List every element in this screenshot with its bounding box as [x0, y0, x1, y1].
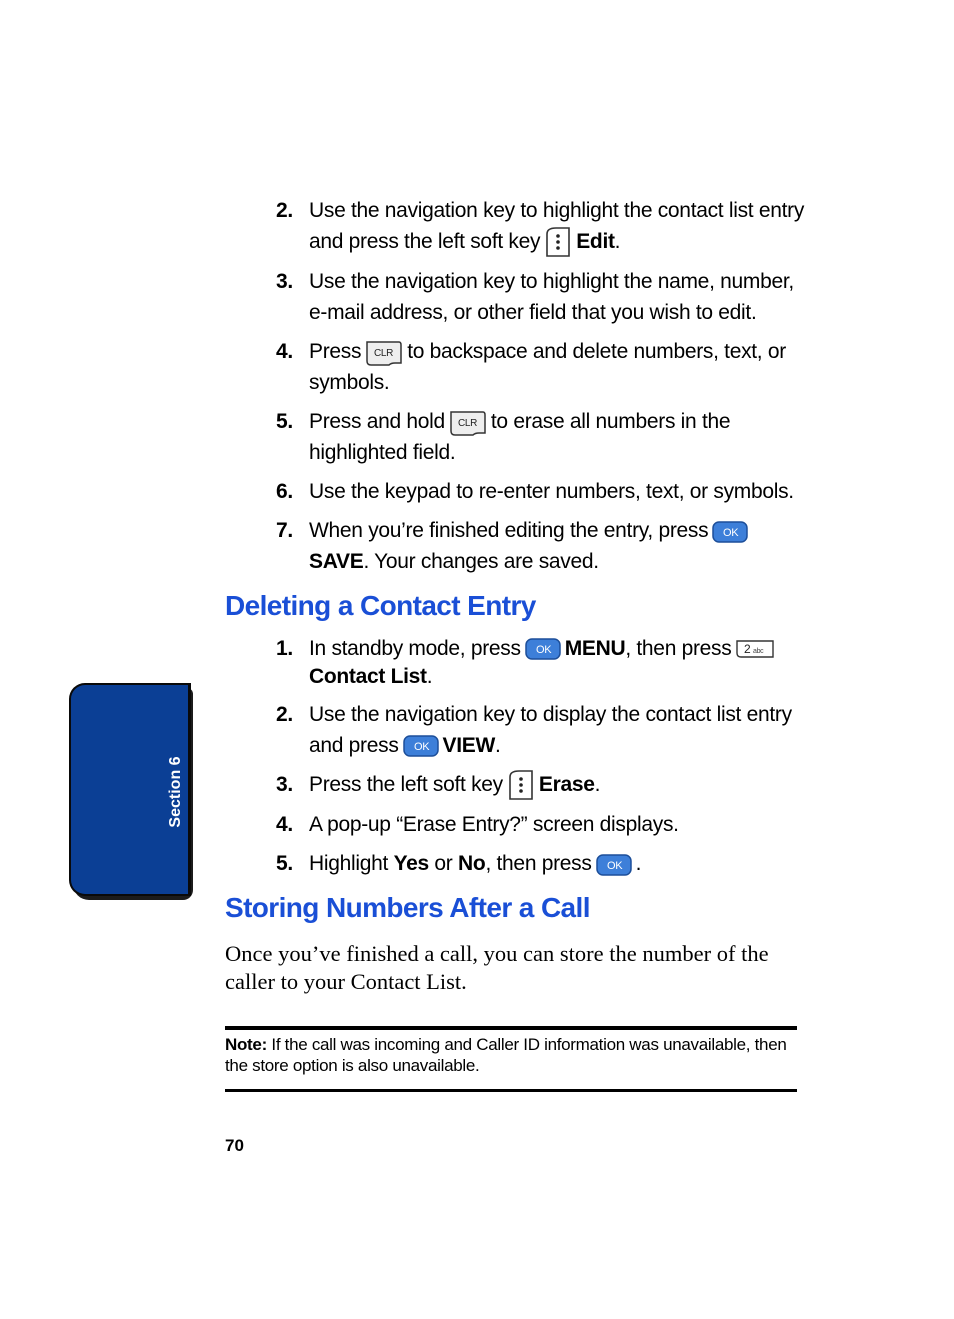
- step-text-end: . Your changes are saved.: [363, 550, 599, 574]
- ok-key-icon: [596, 854, 632, 876]
- step-text-end: to backspace and delete numbers, text, or symbols.: [309, 340, 786, 395]
- note-text: If the call was incoming and Caller ID information was unavailable, then the store option is also unavailable.: [225, 1035, 787, 1075]
- step-text-mid: , then press: [625, 637, 732, 660]
- step-text: Press the left soft key: [309, 773, 503, 796]
- step-text: Use the navigation key to highlight the name, number, e-mail address, or other field that you wish to edit.: [309, 270, 794, 325]
- list-item: [276, 195, 806, 258]
- step-text: Use the keypad to re-enter numbers, text, or symbols.: [309, 480, 794, 504]
- list-item: [276, 635, 806, 691]
- step-number: 5.: [276, 852, 293, 876]
- svg-text:OK: OK: [606, 859, 622, 872]
- list-item: [276, 769, 806, 801]
- erase-label: Erase: [538, 773, 595, 796]
- step-text: When you’re finished editing the entry, press: [309, 519, 709, 543]
- step-text: Press and hold: [309, 410, 445, 434]
- list-item: [276, 848, 806, 879]
- step-number: 2.: [276, 703, 293, 726]
- heading-store: Storing Numbers After a Call: [225, 892, 590, 923]
- menu-label: MENU: [564, 637, 626, 660]
- edit-label: Edit: [576, 230, 615, 253]
- clr-key-icon: [365, 339, 403, 367]
- delete-steps-list: [276, 635, 806, 887]
- edit-steps-list: [276, 195, 806, 585]
- step-number: 6.: [276, 480, 293, 504]
- left-soft-key-icon: [544, 226, 572, 258]
- svg-text:OK: OK: [723, 526, 739, 539]
- step-text-end: .: [635, 852, 642, 876]
- save-label: SAVE: [309, 550, 364, 574]
- list-item: [276, 266, 806, 328]
- page-number: 70: [225, 1136, 244, 1155]
- step-text-end: to erase all numbers in the highlighted field.: [309, 410, 731, 465]
- step-text-or: or: [434, 852, 453, 876]
- yes-label: Yes: [393, 852, 429, 876]
- step-number: 2.: [276, 199, 293, 222]
- step-text: In standby mode, press: [309, 637, 521, 660]
- left-soft-key-icon: [507, 769, 535, 801]
- step-text-end: .: [614, 230, 621, 253]
- svg-text:CLR: CLR: [374, 347, 394, 359]
- list-item: [276, 336, 806, 398]
- list-item: [276, 699, 806, 761]
- note-box: [225, 1026, 797, 1092]
- svg-text:OK: OK: [413, 741, 429, 754]
- step-text-end: .: [495, 734, 501, 757]
- contact-list-label: Contact List: [309, 665, 427, 688]
- step-text: Use the navigation key to highlight the contact list entry and press the left soft key: [309, 199, 805, 253]
- ok-key-icon: [403, 735, 439, 757]
- list-item: [276, 406, 806, 468]
- ok-key-icon: [712, 521, 748, 543]
- step-number: 1.: [276, 637, 293, 660]
- svg-text:abc: abc: [753, 648, 764, 656]
- step-text: A pop-up “Erase Entry?” screen displays.: [309, 813, 679, 837]
- step-text: Press: [309, 340, 362, 364]
- clr-key-icon: [449, 409, 487, 437]
- step-number: 5.: [276, 410, 293, 434]
- svg-text:CLR: CLR: [457, 417, 477, 429]
- list-item: [276, 476, 806, 507]
- svg-text:2: 2: [744, 642, 751, 657]
- section-tab-label: Section 6: [167, 756, 184, 828]
- view-label: VIEW: [442, 734, 496, 757]
- two-abc-key-icon: [735, 638, 775, 660]
- step-text-end: .: [594, 773, 601, 796]
- heading-delete: Deleting a Contact Entry: [225, 590, 536, 621]
- ok-key-icon: [525, 638, 561, 660]
- step-text: Highlight: [309, 852, 389, 876]
- step-text-mid: , then press: [485, 852, 592, 876]
- step-number: 4.: [276, 813, 293, 837]
- svg-text:OK: OK: [535, 644, 551, 657]
- step-text: Use the navigation key to display the contact list entry and press: [309, 703, 792, 757]
- step-number: 4.: [276, 340, 293, 364]
- step-number: 3.: [276, 773, 293, 796]
- no-label: No: [458, 852, 486, 876]
- list-item: [276, 515, 806, 577]
- step-number: 7.: [276, 519, 293, 543]
- step-text-end: .: [426, 665, 433, 688]
- list-item: [276, 809, 806, 840]
- step-number: 3.: [276, 270, 293, 294]
- store-paragraph: Once you’ve finished a call, you can store the number of the caller to your Contact List.: [225, 941, 769, 994]
- note-label: Note:: [225, 1035, 267, 1054]
